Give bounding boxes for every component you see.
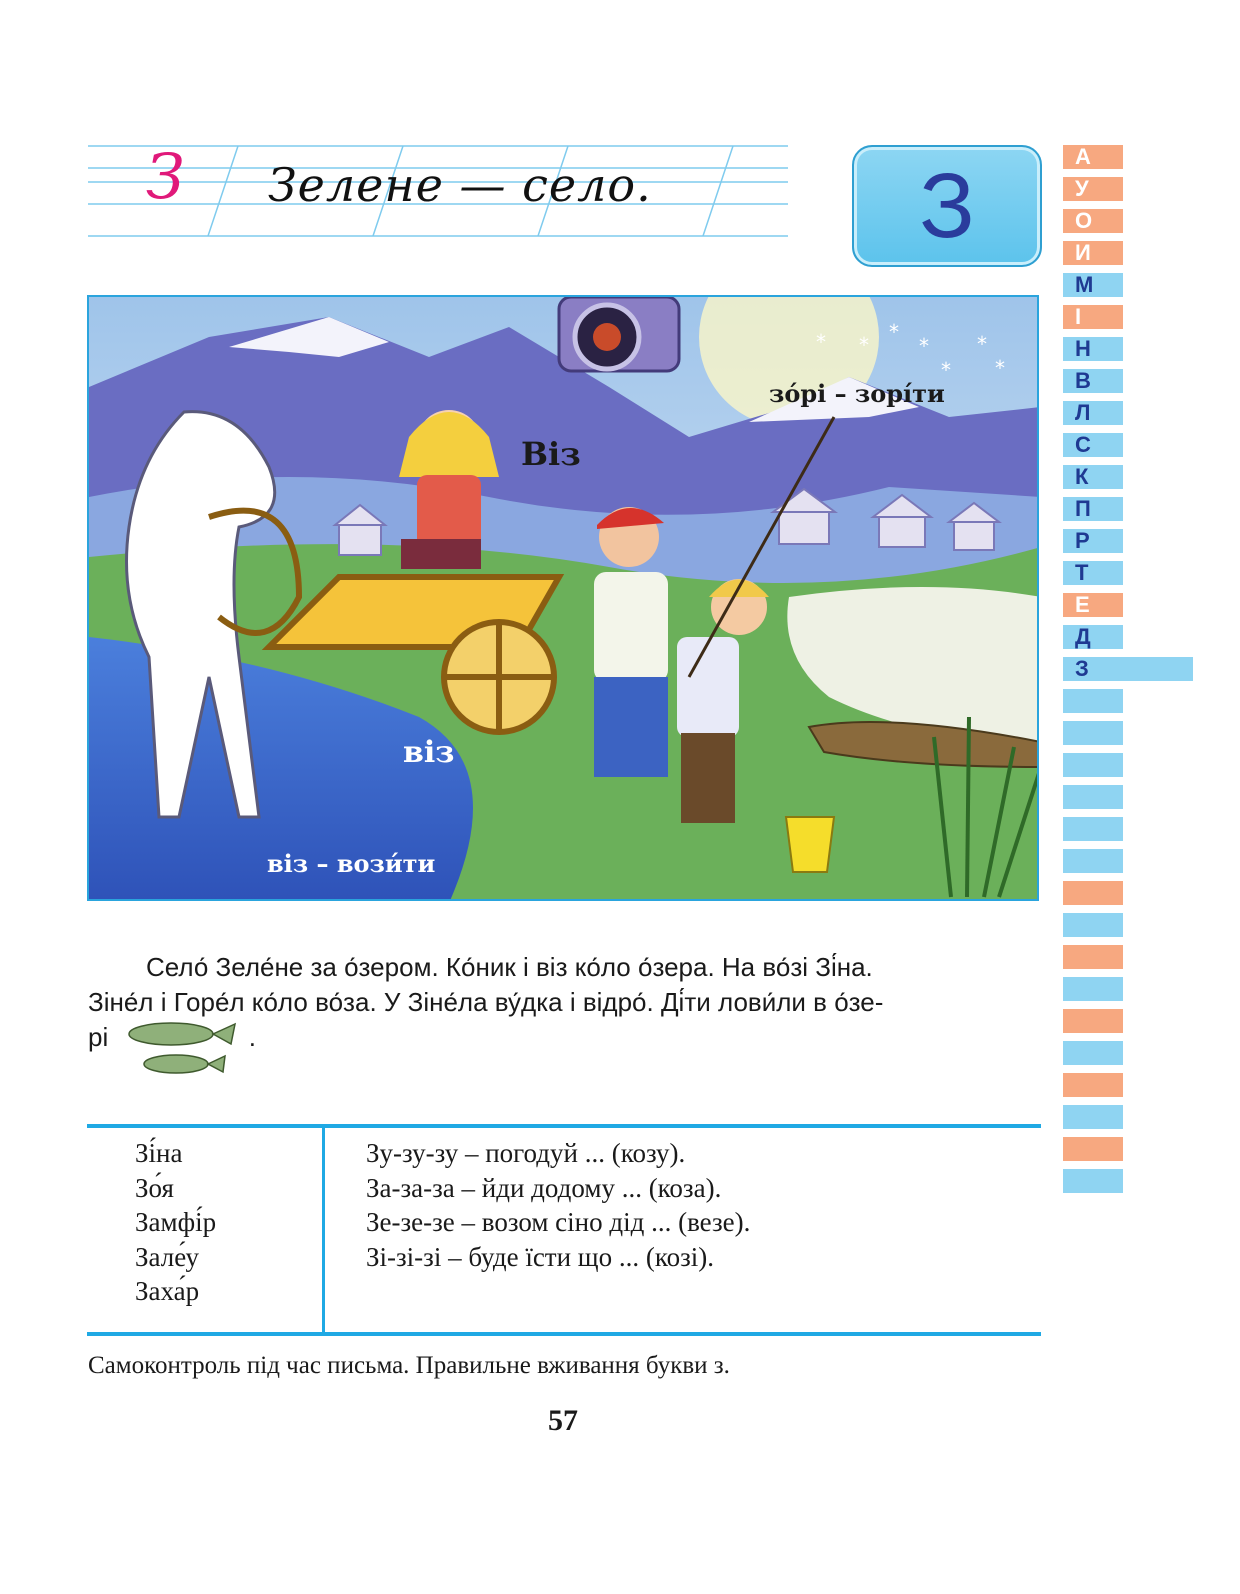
name-item: Зале́у xyxy=(135,1241,200,1272)
alphabet-strip-cell: Н xyxy=(1063,337,1123,361)
alphabet-strip-cell xyxy=(1063,1137,1123,1161)
alphabet-strip-cell xyxy=(1063,977,1123,1001)
name-item: Зо́я xyxy=(135,1172,174,1203)
illustration xyxy=(87,295,1039,901)
svg-text:*: * xyxy=(995,356,1005,380)
letter-card-letter: З xyxy=(919,155,975,257)
label-viz-top: Віз xyxy=(521,435,581,473)
alphabet-strip-cell: А xyxy=(1063,145,1123,169)
alphabet-strip-cell: В xyxy=(1063,369,1123,393)
svg-text:*: * xyxy=(941,358,951,382)
page-number: 57 xyxy=(548,1404,578,1437)
alphabet-strip-cell: С xyxy=(1063,433,1123,457)
alphabet-strip-cell xyxy=(1063,945,1123,969)
letter-card xyxy=(852,145,1042,267)
alphabet-strip-cell: Р xyxy=(1063,529,1123,553)
label-zori: зо́рі – зорі́ти xyxy=(769,379,945,408)
reading-line-3-start: рі xyxy=(88,1022,109,1052)
handwriting-letter: З xyxy=(146,140,186,213)
svg-text:*: * xyxy=(816,330,826,354)
alphabet-strip-cell xyxy=(1063,1169,1123,1193)
svg-text:*: * xyxy=(889,320,899,344)
svg-text:*: * xyxy=(859,333,869,357)
table-divider xyxy=(322,1126,325,1334)
alphabet-strip-cell xyxy=(1063,1041,1123,1065)
alphabet-strip-cell: Е xyxy=(1063,593,1123,617)
alphabet-strip-cell xyxy=(1063,785,1123,809)
name-item: Замфі́р xyxy=(135,1207,217,1237)
alphabet-strip-cell: У xyxy=(1063,177,1123,201)
table-top-rule xyxy=(87,1124,1041,1128)
alphabet-strip-cell xyxy=(1063,753,1123,777)
footer-note: Самоконтроль під час письма. Правильне вживання букви з. xyxy=(88,1352,730,1379)
alphabet-strip-cell: Т xyxy=(1063,561,1123,585)
alphabet-strip-cell xyxy=(1063,1009,1123,1033)
reading-text xyxy=(88,950,1040,1080)
alphabet-strip-cell xyxy=(1063,913,1123,937)
svg-text:*: * xyxy=(919,334,929,358)
alphabet-strip-cell xyxy=(1063,721,1123,745)
table-bottom-rule xyxy=(87,1332,1041,1336)
alphabet-strip-cell: П xyxy=(1063,497,1123,521)
reading-line-3-end: . xyxy=(248,1022,256,1052)
rhymes-column xyxy=(366,1136,750,1274)
alphabet-strip-cell: Д xyxy=(1063,625,1123,649)
alphabet-strip-cell: М xyxy=(1063,273,1123,297)
names-column xyxy=(135,1136,216,1309)
rhyme-line: Зу-зу-зу – погодуй ... (козу). xyxy=(366,1138,686,1168)
bucket xyxy=(786,817,834,872)
alphabet-strip-cell xyxy=(1063,1073,1123,1097)
alphabet-strip-cell xyxy=(1063,1105,1123,1129)
alphabet-strip-cell: К xyxy=(1063,465,1123,489)
alphabet-strip-cell xyxy=(1063,817,1123,841)
alphabet-strip-cell xyxy=(1063,689,1123,713)
label-viz-mid: віз xyxy=(403,735,455,770)
label-viz-vozyty: віз – вози́ти xyxy=(267,849,436,878)
alphabet-strip-cell: О xyxy=(1063,209,1123,233)
rhyme-line: Зе-зе-зе – возом сіно дід ... (везе). xyxy=(366,1207,751,1237)
alphabet-strip-cell xyxy=(1063,849,1123,873)
alphabet-strip-cell xyxy=(1063,881,1123,905)
alphabet-strip-cell: І xyxy=(1063,305,1123,329)
svg-text:*: * xyxy=(977,332,987,356)
alphabet-strip-cell: И xyxy=(1063,241,1123,265)
handwriting-words: Зелене — село. xyxy=(268,158,652,212)
rhyme-line: За-за-за – йди додому ... (коза). xyxy=(366,1172,722,1203)
name-item: Зі́на xyxy=(135,1138,183,1168)
rhyme-line: Зі-зі-зі – буде їсти що ... (козі). xyxy=(366,1241,714,1272)
boy-red-cap xyxy=(594,507,668,777)
alphabet-strip-cell: З xyxy=(1063,657,1193,681)
alphabet-strip xyxy=(1063,145,1123,1201)
camera-icon xyxy=(559,297,679,371)
name-item: Заха́р xyxy=(135,1276,200,1306)
reading-line-1: Село́ Зеле́не за о́зером. Ко́ник і віз ко́ло о́зера. На во́зі Зі́на. xyxy=(146,952,873,982)
reading-line-3 xyxy=(88,1020,1040,1080)
fish-icon xyxy=(121,1020,241,1080)
alphabet-strip-cell: Л xyxy=(1063,401,1123,425)
reading-line-2: Зіне́л і Горе́л ко́ло во́за. У Зіне́ла ву́дка і відро́. Ді́ти лови́ли в о́зе- xyxy=(88,987,884,1017)
